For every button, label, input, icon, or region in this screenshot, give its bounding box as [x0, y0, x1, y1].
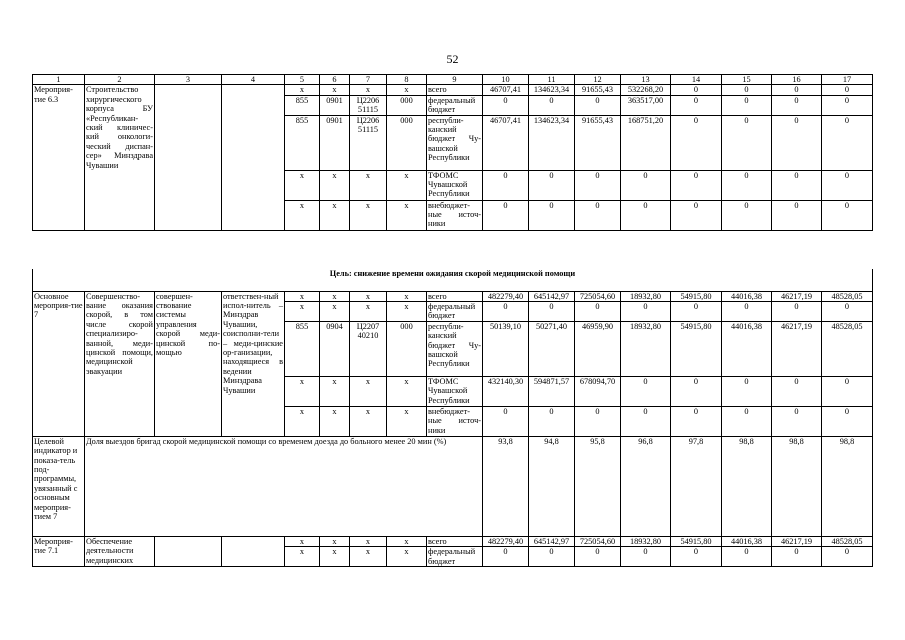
value-cell: 0 — [575, 95, 621, 115]
budget-code-cell: х — [320, 406, 350, 436]
budget-code-cell: 000 — [387, 115, 427, 170]
value-cell: 0 — [722, 376, 772, 406]
value-cell: 0 — [772, 200, 822, 230]
col-number: 12 — [575, 75, 621, 85]
col-number: 16 — [772, 75, 822, 85]
budget-code-cell: х — [387, 302, 427, 322]
indicator-value-cell: 96,8 — [621, 436, 671, 536]
col-number: 11 — [529, 75, 575, 85]
budget-code-cell: х — [350, 547, 387, 567]
value-cell: 594871,57 — [529, 376, 575, 406]
value-cell: 46959,90 — [575, 321, 621, 376]
value-cell: 0 — [772, 85, 822, 95]
indicator-value-cell: 93,8 — [483, 436, 529, 536]
funding-source-cell: республи-канский бюджет Чу-вашской Республики — [427, 115, 483, 170]
value-cell: 50139,10 — [483, 321, 529, 376]
activity-status-cell: Основное мероприя-тие 7 — [33, 291, 85, 436]
budget-code-cell: х — [350, 291, 387, 301]
col-number: 10 — [483, 75, 529, 85]
budget-code-cell: х — [350, 200, 387, 230]
activity-name-cell: Строительство хирургического корпуса БУ «Республикан-ский клиничес-кий онкологи-ческий диспан-сер» Минздрава Чувашии — [85, 85, 155, 230]
budget-code-cell: х — [285, 291, 320, 301]
goal-row — [33, 269, 873, 292]
col-number: 4 — [222, 75, 285, 85]
value-cell: 725054,60 — [575, 536, 621, 546]
budget-code-cell: 000 — [387, 321, 427, 376]
indicator-text-cell: Доля выездов бригад скорой медицинской помощи со временем доезда до больного менее 20 мин (%) — [85, 436, 483, 536]
executor-cell: ответствен-ный испол-нитель – Минздрав Чувашии, соисполни-тели – меди-цинские ор-ганизации, находящиеся в ведении Минздрава Чувашии — [222, 291, 285, 436]
funding-source-cell: всего — [427, 291, 483, 301]
value-cell: 0 — [822, 547, 873, 567]
value-cell: 0 — [722, 200, 772, 230]
value-cell: 0 — [529, 170, 575, 200]
budget-code-cell: х — [350, 302, 387, 322]
value-cell: 363517,00 — [621, 95, 671, 115]
activity-name-cell: Совершенство-вание оказания скорой, в том числе скорой специализиро-ванной, меди-цинской помощи, медицинской эвакуации — [85, 291, 155, 436]
budget-code-cell: х — [387, 170, 427, 200]
budget-code-cell: х — [350, 85, 387, 95]
value-cell: 0 — [621, 406, 671, 436]
goal-heading: Цель: снижение времени ожидания скорой медицинской помощи — [33, 269, 873, 292]
value-cell: 0 — [483, 170, 529, 200]
budget-code-cell: 0904 — [320, 321, 350, 376]
budget-code-cell: х — [285, 85, 320, 95]
budget-code-cell: х — [285, 547, 320, 567]
indicator-value-cell: 98,8 — [722, 436, 772, 536]
budget-code-cell: х — [387, 85, 427, 95]
value-cell: 532268,20 — [621, 85, 671, 95]
col-number: 17 — [822, 75, 873, 85]
value-cell: 0 — [575, 200, 621, 230]
activity-name-cell: Обеспечение деятельности медицинских — [85, 536, 155, 566]
budget-code-cell: Ц2207 40210 — [350, 321, 387, 376]
activity-status-cell: Мероприя-тие 6.3 — [33, 85, 85, 230]
value-cell: 0 — [772, 95, 822, 115]
value-cell: 0 — [529, 547, 575, 567]
indicator-value-cell: 97,8 — [671, 436, 722, 536]
col-number: 9 — [427, 75, 483, 85]
value-cell: 134623,34 — [529, 85, 575, 95]
value-cell: 0 — [822, 200, 873, 230]
budget-code-cell: х — [285, 302, 320, 322]
value-cell: 0 — [772, 547, 822, 567]
value-cell: 432140,30 — [483, 376, 529, 406]
value-cell: 0 — [722, 95, 772, 115]
value-cell: 0 — [722, 115, 772, 170]
indicator-value-cell: 98,8 — [772, 436, 822, 536]
value-cell: 0 — [483, 302, 529, 322]
value-cell: 44016,38 — [722, 291, 772, 301]
value-cell: 46217,19 — [772, 291, 822, 301]
funding-source-cell: внебюджет-ные источ-ники — [428, 406, 481, 435]
value-cell: 0 — [772, 115, 822, 170]
value-cell: 0 — [575, 170, 621, 200]
value-cell: 46217,19 — [772, 321, 822, 376]
value-cell: 46217,19 — [772, 536, 822, 546]
value-cell: 0 — [671, 95, 722, 115]
value-cell: 0 — [575, 406, 621, 436]
budget-code-cell: Ц2206 51115 — [350, 115, 387, 170]
budget-code-cell: х — [387, 406, 427, 436]
budget-code-cell: х — [320, 302, 350, 322]
value-cell: 0 — [671, 406, 722, 436]
value-cell: 0 — [722, 406, 772, 436]
value-cell: 0 — [772, 302, 822, 322]
budget-code-cell: 855 — [285, 115, 320, 170]
value-cell: 0 — [621, 547, 671, 567]
budget-code-cell: 0901 — [320, 95, 350, 115]
activity-goal-cell — [155, 85, 222, 230]
budget-code-cell: х — [350, 406, 387, 436]
budget-code-cell: х — [320, 170, 350, 200]
budget-code-cell: х — [285, 200, 320, 230]
col-number: 1 — [33, 75, 85, 85]
budget-code-cell: х — [350, 536, 387, 546]
value-cell: 482279,40 — [483, 536, 529, 546]
funding-source-cell: республи-канский бюджет Чу-вашской Республики — [427, 321, 483, 376]
value-cell: 91655,43 — [575, 85, 621, 95]
executor-cell — [222, 85, 285, 230]
value-cell: 725054,60 — [575, 291, 621, 301]
indicator-value-cell: 95,8 — [575, 436, 621, 536]
value-cell: 0 — [671, 115, 722, 170]
value-cell: 48528,05 — [822, 536, 873, 546]
budget-code-cell: Ц2206 51115 — [350, 95, 387, 115]
activity-goal-cell — [155, 536, 222, 566]
value-cell: 0 — [772, 376, 822, 406]
budget-code-cell: х — [387, 536, 427, 546]
budget-code-cell: х — [320, 536, 350, 546]
value-cell: 0 — [671, 302, 722, 322]
value-cell: 0 — [483, 200, 529, 230]
value-cell: 0 — [722, 170, 772, 200]
funding-source-cell: внебюджет-ные источ-ники — [428, 200, 481, 229]
value-cell: 134623,34 — [529, 115, 575, 170]
value-cell: 0 — [822, 302, 873, 322]
col-number: 13 — [621, 75, 671, 85]
funding-source-cell: ТФОМС Чувашской Республики — [427, 170, 483, 200]
value-cell: 645142,97 — [529, 536, 575, 546]
value-cell: 0 — [621, 170, 671, 200]
value-cell: 0 — [621, 376, 671, 406]
value-cell: 0 — [772, 406, 822, 436]
budget-code-cell: х — [320, 547, 350, 567]
value-cell: 18932,80 — [621, 321, 671, 376]
value-cell: 0 — [822, 170, 873, 200]
value-cell: 168751,20 — [621, 115, 671, 170]
budget-code-cell: х — [387, 200, 427, 230]
gap-cell — [33, 230, 873, 269]
value-cell: 44016,38 — [722, 321, 772, 376]
budget-code-cell: 855 — [285, 95, 320, 115]
value-cell: 50271,40 — [529, 321, 575, 376]
value-cell: 0 — [483, 547, 529, 567]
value-cell: 0 — [483, 95, 529, 115]
value-cell: 0 — [722, 85, 772, 95]
value-cell: 0 — [671, 376, 722, 406]
value-cell: 0 — [575, 302, 621, 322]
value-cell: 0 — [822, 95, 873, 115]
col-number: 14 — [671, 75, 722, 85]
budget-code-cell: х — [320, 200, 350, 230]
value-cell: 0 — [529, 95, 575, 115]
value-cell: 0 — [575, 547, 621, 567]
activity-status-cell: Мероприя-тие 7.1 — [33, 536, 85, 566]
value-cell: 18932,80 — [621, 536, 671, 546]
funding-source-cell: всего — [427, 536, 483, 546]
col-number: 6 — [320, 75, 350, 85]
budget-code-cell: х — [320, 376, 350, 406]
budget-code-cell: х — [320, 85, 350, 95]
value-cell: 0 — [822, 376, 873, 406]
value-cell: 48528,05 — [822, 291, 873, 301]
budget-code-cell: х — [285, 536, 320, 546]
value-cell: 0 — [822, 85, 873, 95]
value-cell: 0 — [621, 302, 671, 322]
value-cell: 44016,38 — [722, 536, 772, 546]
value-cell: 0 — [722, 302, 772, 322]
budget-code-cell: х — [320, 291, 350, 301]
budget-code-cell: 855 — [285, 321, 320, 376]
value-cell: 0 — [822, 115, 873, 170]
value-cell: 0 — [671, 170, 722, 200]
budget-code-cell: х — [387, 291, 427, 301]
finance-row — [33, 536, 873, 546]
value-cell: 0 — [671, 85, 722, 95]
value-cell: 48528,05 — [822, 321, 873, 376]
budget-code-cell: х — [285, 170, 320, 200]
value-cell: 46707,41 — [483, 115, 529, 170]
indicator-row — [33, 436, 873, 536]
indicator-label-cell: Целевой индикатор и показа-тель под-программы, увязанный с основным мероприя-тием 7 — [33, 436, 85, 536]
budget-code-cell: х — [285, 406, 320, 436]
value-cell: 0 — [772, 170, 822, 200]
value-cell: 0 — [529, 200, 575, 230]
value-cell: 0 — [529, 302, 575, 322]
value-cell: 0 — [722, 547, 772, 567]
value-cell: 0 — [529, 406, 575, 436]
funding-source-cell: федеральный бюджет — [427, 95, 483, 115]
value-cell: 678094,70 — [575, 376, 621, 406]
funding-source-cell: федеральный бюджет — [427, 302, 483, 322]
value-cell: 0 — [621, 200, 671, 230]
program-table — [32, 74, 873, 567]
value-cell: 91655,43 — [575, 115, 621, 170]
col-number: 7 — [350, 75, 387, 85]
budget-code-cell: 000 — [387, 95, 427, 115]
value-cell: 0 — [822, 406, 873, 436]
value-cell: 18932,80 — [621, 291, 671, 301]
budget-code-cell: х — [387, 376, 427, 406]
value-cell: 482279,40 — [483, 291, 529, 301]
column-numbers-row — [33, 75, 873, 85]
value-cell: 54915,80 — [671, 321, 722, 376]
col-number: 8 — [387, 75, 427, 85]
finance-row — [33, 291, 873, 301]
funding-source-cell: ТФОМС Чувашской Республики — [427, 376, 483, 406]
budget-code-cell: 0901 — [320, 115, 350, 170]
activity-goal-cell: совершен-ствование системы управления скорой меди-цинской по-мощью — [155, 291, 222, 436]
executor-cell — [222, 536, 285, 566]
indicator-value-cell: 98,8 — [822, 436, 873, 536]
page-number: 52 — [446, 52, 459, 66]
budget-code-cell: х — [350, 170, 387, 200]
value-cell: 645142,97 — [529, 291, 575, 301]
budget-code-cell: х — [387, 547, 427, 567]
col-number: 2 — [85, 75, 155, 85]
value-cell: 0 — [483, 406, 529, 436]
value-cell: 0 — [671, 200, 722, 230]
col-number: 5 — [285, 75, 320, 85]
indicator-value-cell: 94,8 — [529, 436, 575, 536]
col-number: 15 — [722, 75, 772, 85]
value-cell: 54915,80 — [671, 536, 722, 546]
col-number: 3 — [155, 75, 222, 85]
value-cell: 54915,80 — [671, 291, 722, 301]
budget-code-cell: х — [350, 376, 387, 406]
value-cell: 46707,41 — [483, 85, 529, 95]
budget-code-cell: х — [285, 376, 320, 406]
finance-row — [33, 85, 873, 95]
value-cell: 0 — [671, 547, 722, 567]
section-gap — [33, 230, 873, 269]
funding-source-cell: федеральный бюджет — [427, 547, 483, 567]
funding-source-cell: всего — [427, 85, 483, 95]
